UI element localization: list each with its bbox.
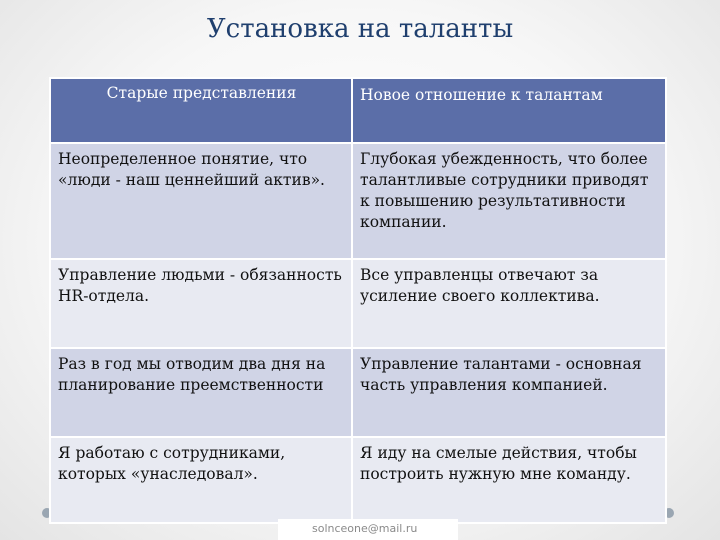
header-new-attitude: Новое отношение к талантам (352, 78, 666, 143)
old-view-cell: Раз в год мы отводим два дня на планирование преемственности (50, 348, 352, 437)
new-attitude-cell: Все управленцы отвечают за усиление своего коллектива. (352, 259, 666, 348)
new-attitude-cell: Управление талантами - основная часть управления компанией. (352, 348, 666, 437)
slide-title: Установка на таланты (206, 14, 514, 44)
table-row (50, 348, 666, 437)
comparison-table (49, 77, 667, 524)
table-row (50, 437, 666, 523)
table-row (50, 259, 666, 348)
new-attitude-cell: Глубокая убежденность, что более талантливые сотрудники приводят к повышению результативности компании. (352, 143, 666, 259)
old-view-cell: Неопределенное понятие, что «люди - наш ценнейший актив». (50, 143, 352, 259)
header-old-views: Старые представления (50, 78, 352, 143)
new-attitude-cell: Я иду на смелые действия, чтобы построить нужную мне команду. (352, 437, 666, 523)
table-row (50, 143, 666, 259)
table-header-row (50, 78, 666, 143)
old-view-cell: Управление людьми - обязанность HR-отдела. (50, 259, 352, 348)
footer-email-text (312, 518, 417, 528)
old-view-cell: Я работаю с сотрудниками, которых «унаследовал». (50, 437, 352, 523)
